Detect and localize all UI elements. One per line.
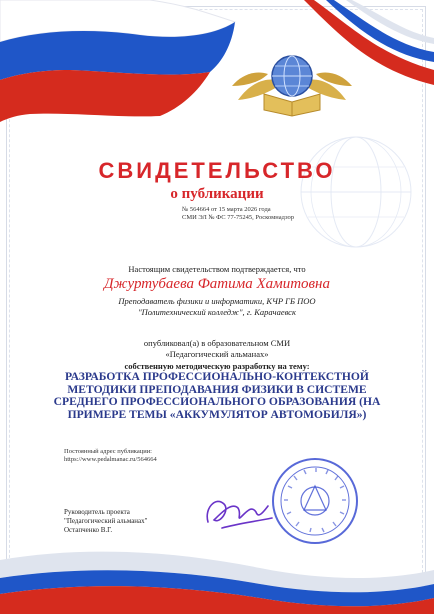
recipient-position [0,296,434,318]
position-line: Преподаватель физики и информатики, КЧР ГБ ПОО [118,296,316,306]
certificate-subtitle: о публикации [170,186,264,202]
certificate-title: СВИДЕТЕЛЬСТВО [98,158,336,183]
emblem-icon [222,46,362,118]
stamp-icon [270,456,360,546]
bottom-flag-ribbon-icon [0,540,434,614]
organization-line: "Политехнический колледж", г. Карачаевск [138,307,296,317]
publication-address [64,448,157,464]
work-title: РАЗРАБОТКА ПРОФЕССИОНАЛЬНО-КОНТЕКСТНОЙ МЕТОДИКИ ПРЕПОДАВАНИЯ ФИЗИКИ В СИСТЕМЕ СРЕДНЕГО ПРОФЕССИОНАЛЬНОГО ОБРАЗОВАНИЯ (НА ПРИМЕРЕ ТЕМЫ «АККУМУЛЯТОР АВТОМОБИЛЯ») [53,370,381,421]
media-registration: СМИ ЭЛ № ФС 77-75245, Роскомнадзор [182,214,295,221]
publication-info [0,338,434,360]
head-role: Руководитель проекта [64,508,130,516]
work-type: собственную методическую разработку на тему: [124,361,310,371]
intro-text: Настоящим свидетельством подтверждается, что [128,264,306,274]
signature-icon [202,488,276,534]
address-label: Постоянный адрес публикации: [64,448,152,455]
certificate-number: № 564664 от 15 марта 2026 года [182,206,271,213]
address-url: https://www.pedalmanac.ru/564664 [64,456,157,463]
media-name: «Педагогический альманах» [165,349,269,359]
flag-icon [0,0,240,130]
published-in-line: опубликовал(а) в образовательном СМИ [143,338,291,348]
certificate-meta [182,206,294,222]
head-project: "Педагогический альманах" [64,517,148,525]
recipient-name: Джуртубаева Фатима Хамитовна [104,276,330,292]
project-head [64,508,148,535]
head-name: Остапченко В.Г. [64,526,113,534]
